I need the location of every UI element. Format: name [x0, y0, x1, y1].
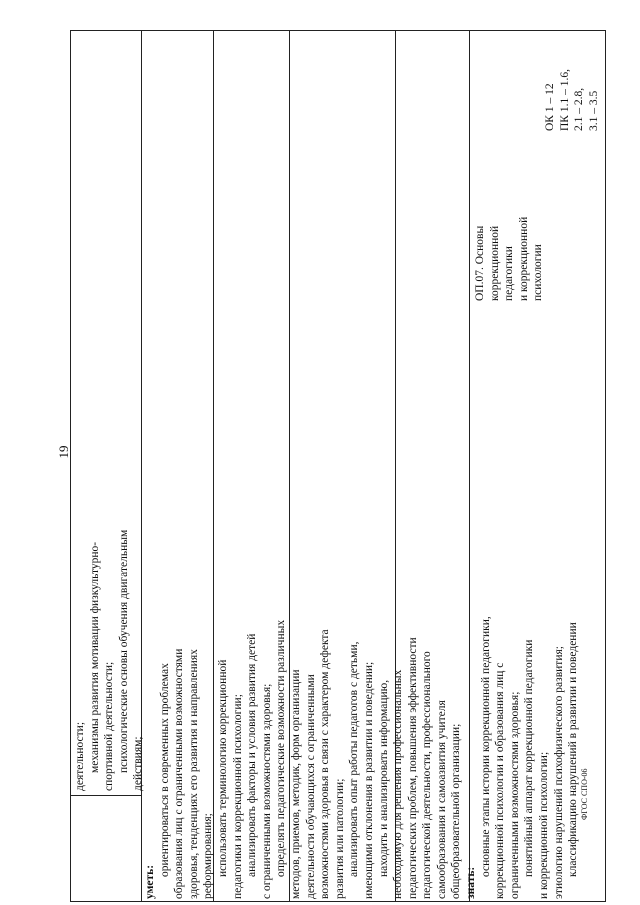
competency-codes: ОК 1 – 12 ПК 1.1 – 1.6, 2.1 – 2.8, 3.1 – 3.5	[544, 69, 600, 131]
page-number: 19	[56, 445, 71, 459]
discipline-name: ОП.07. Основы коррекционной педагогики и коррекционной психологии	[474, 216, 545, 301]
row1-text: деятельности; механизмы развития мотивации физкультурно- спортивной деятельности; психологические основы обучения двигательным действиям;	[74, 529, 145, 791]
footer-label: ФГОС СПО-06	[580, 768, 589, 820]
curriculum-table	[70, 30, 606, 902]
row-divider	[71, 795, 141, 796]
row2-skills-knowledge: уметь: ориентироваться в современных проблемах образования лиц с ограниченными возможностями здоровья, тенденциях его развития и направлениях реформирования; использовать терминологию коррекционной педагогики и коррекционной психологии; анализировать факторы и условия развития детей с ограниченными возможностями здоровья; определять педагогические возможности различных методов, приемов, методик, форм организации деятельности обучающихся с ограниченными возможностями здоровья в связи с характером дефекта развития или патологии; анализировать опыт работы педагогов с детьми, имеющими отклонения в развитии и поведении; находить и анализировать информацию, необходимую для решения профессиональных педагогических проблем, повышения эффективности педагогической деятельности, профессионального самообразования и самоазвития учителя общеобразовательной организации; знать: основные этапы истории коррекционной педагогики, коррекционной психологии и образования лиц с ограниченными возможностями здоровья; понятийный аппарат коррекционной педагогики и коррекционной психологии; этиологию нарушений психофизического развития; классификацию нарушений в развитии и поведении	[144, 616, 580, 899]
